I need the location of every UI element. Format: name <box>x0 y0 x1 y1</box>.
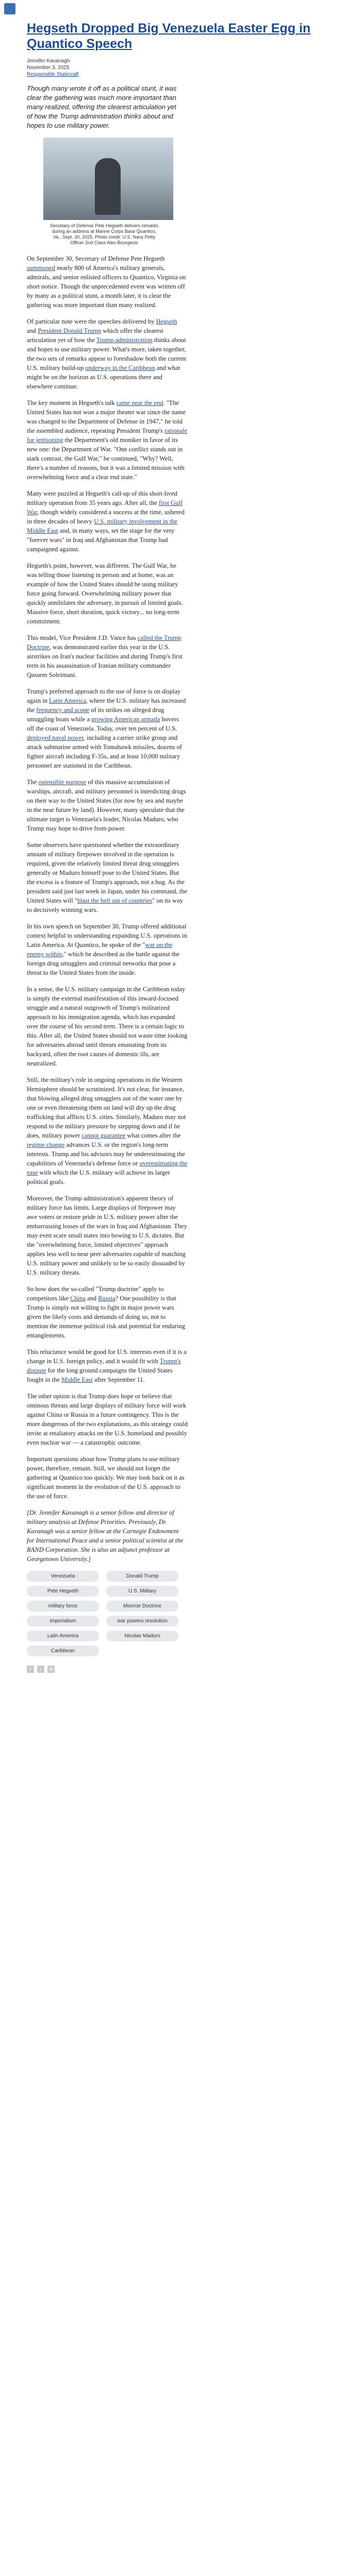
caption-line: Officer 2nd Class Alex Bourgeois <box>70 240 138 245</box>
paragraph: Of particular note were the speeches delivered by Hegseth and President Donald Trump which offer the clearest articulation yet of how the Trump administration thinks about and hopes to use military power. What's more, taken together, the two sets of remarks appear to foreshadow both the current U.S. military build-up underway in the Caribbean and what might be on the horizon as U.S. operations there and elsewhere continue. <box>27 318 186 390</box>
link-russia[interactable]: Russia <box>98 1295 116 1302</box>
link-came-near-end[interactable]: came near the end <box>116 399 163 406</box>
link-trump-administration[interactable]: Trump administration <box>96 336 153 344</box>
link-regime-change[interactable]: regime change <box>27 1141 65 1148</box>
lede: Though many wrote it off as a political stunt, it was clear the gathering was much more important than many realized, offering the clearest articulation yet of how the Trump administration thinks about and hopes to use military power. <box>27 84 177 129</box>
paragraph: In a sense, the U.S. military campaign in the Caribbean today is simply the external manifestation of this inward-focused struggle and a natural outgrowth of Trump's militarized approach to his immigration agenda, which has expanded over the course of his second term. There is a certain logic to this. After all, the United States should not waste time looking for adversaries abroad until threats emanating from its backyard, often the root causes of domestic ills, are neutralized. <box>27 986 188 1067</box>
tag-button[interactable]: Venezuela <box>27 1571 99 1582</box>
paragraph: On September 30, Secretary of Defense Pete Hegseth summoned nearly 800 of America's military generals, admirals, and senior enlisted officers to Quantico, Virginia on short notice. Though the unprecedented event was written off by many as a political stunt, a month later, it is clear the gathering was more important than many realized. <box>27 255 186 309</box>
paragraph: Hegseth's point, however, was different. The Gulf War, he was telling those listening in person and at home, was an example of how the United States should be using military force going forward. Overwhelming military power that quickly annihilates the adversary, in pursuit of limited goals. Massive force, short duration, quick victory... no long-term commitment. <box>27 562 183 625</box>
paragraph: The key moment in Hegseth's talk came near the end. "The United States has not won a major theater war since the name was changed to the Department of Defense in 1947," he told the assembled audience, repeating President Trump's rationale for jettisoning the Department's old moniker in favor of its new one: the Department of War. "One conflict stands out in stark contrast, the Gulf War," he continued, "Why? Well, there's a number of reasons, but it was a limited mission with overwhelming force and a clear end state." <box>27 399 187 481</box>
link-latin-america[interactable]: Latin America <box>49 697 86 704</box>
link-hegseth[interactable]: Hegseth <box>156 318 177 325</box>
caption-line: Va., Sept. 30, 2025. Photo credit: U.S. Navy Petty <box>53 234 155 240</box>
link-first-gulf-war[interactable]: first Gulf War <box>27 499 183 516</box>
photo-caption <box>27 223 182 246</box>
tag-button[interactable]: Pete Hegseth <box>27 1586 99 1597</box>
tag-button[interactable]: imperialism <box>27 1616 99 1626</box>
link-frequency-scope[interactable]: frequency and scope <box>36 706 90 714</box>
link-trumps-distaste[interactable]: Trump's distaste <box>27 1358 181 1374</box>
byline <box>27 58 334 78</box>
paragraph: Some observers have questioned whether the extraordinary amount of military firepower involved in the operation is required, given the relatively limited threat drug smugglers generally or Maduro himself pose to the United States. But the excess is a feature of Trump's approach, not a bug. As the president said just last week in Japan, under his command, the United States will "blast the hell out of countries" on its way to decisively winning wars. <box>27 841 188 913</box>
tag-button[interactable]: Nicolas Maduro <box>106 1631 178 1641</box>
tag-list <box>27 1571 192 1656</box>
paragraph: Important questions about how Trump plans to use military power, therefore, remain. Still, we should not forget the gathering at Quantico too quickly. We may look back on it as significant moment in the evolution of the U.S. approach to the use of force. <box>27 1455 185 1500</box>
author-name: Jennifer Kavanagh <box>27 58 70 64</box>
link-middle-east[interactable]: Middle East <box>61 1376 93 1383</box>
photo-subject <box>95 158 121 215</box>
link-enemy-within[interactable]: war on the enemy within <box>27 941 173 958</box>
article-photo <box>43 138 173 220</box>
tag-button[interactable]: military force <box>27 1601 99 1612</box>
tag-button[interactable]: Monroe Doctrine <box>106 1601 178 1612</box>
article-title[interactable]: Hegseth Dropped Big Venezuela Easter Egg in Quantico Speech <box>27 21 311 51</box>
paragraph: This reluctance would be good for U.S. interests even if it is a change in U.S. foreign policy, and it would fit with Trump's distaste for the long ground campaigns the United States fought in the Middle East after September 11. <box>27 1348 187 1383</box>
tag-button[interactable]: U.S. Military <box>106 1586 178 1597</box>
link-trump-doctrine[interactable]: called the Trump Doctrine <box>27 634 182 651</box>
link-caribbean-buildup[interactable]: underway in the Caribbean <box>85 364 155 371</box>
paragraph: Moreover, the Trump administration's apparent theory of military force has limits. Large displays of firepower may awe voters or restore pride in U.S. military power after the embarrassing losses of the wars in Iraq and Afghanistan. They may even scare small states into bowing to U.S. dictates. But the "overwhelming force, limited objectives" approach applies less well to near peer adversaries capable of matching U.S. military power and unlikely to be so easily dissuaded by U.S. military threats. <box>27 1195 187 1276</box>
email-icon[interactable]: ✉ <box>47 1666 55 1673</box>
publication-link[interactable]: Responsible Statecraft <box>27 72 79 77</box>
article-body <box>27 254 334 1564</box>
link-summoned[interactable]: summoned <box>27 264 55 272</box>
paragraph: This model, Vice President J.D. Vance has called the Trump Doctrine, was demonstrated earlier this year in the U.S. airstrikes on Iran's nuclear facilities and during Trump's first term in his assassination of Iranian military commander Qassem Soleimani. <box>27 634 183 679</box>
link-american-armada[interactable]: growing American armada <box>91 716 160 723</box>
paragraph: Many were puzzled at Hegseth's call-up of this short-lived military operation from 35 years ago. After all, the first Gulf War, though widely considered a success at the time, ushered in three decades of heavy U.S. military involvement in the Middle East and, in many ways, set the stage for the very "forever wars" in Iraq and Afghanistan that Trump had campaigned against. <box>27 490 185 553</box>
paragraph: So how does the so-called "Trump doctrine" apply to competitors like China and Russia? One possibility is that Trump is simply not willing to fight in major power wars given the likely costs and demands of doing so, not to mention the immense political risk and potential for enduring entanglements. <box>27 1285 185 1339</box>
caption-line: during an address at Marine Corps Base Quantico, <box>52 229 157 234</box>
tag-button[interactable]: Latin America <box>27 1631 99 1641</box>
paragraph: The other option is that Trump does hope or believe that ominous threats and large displays of military force will work against China or Russia in a future contingency. This is the more dangerous of the two explanations, as this strategy could invite at retaliatory attacks on the U.S. homeland and possibly even nuclear war — a catastrophic outcome. <box>27 1393 188 1446</box>
article <box>27 21 334 1685</box>
paragraph: Trump's preferred approach to the use of force is on display again in Latin America, where the U.S. military has increased the frequency and scope of its strikes on alleged drug smuggling boats while a growing American armada hovers off the coast of Venezuela. Today, over ten percent of U.S. deployed naval power, including a carrier strike group and attack submarine armed with Tomahawk missiles, dozens of fighter aircraft including F-35s, and at least 10,000 military personnel are stationed in the Caribbean. <box>27 688 186 769</box>
author-bio: [Dr. Jennifer Kavanagh is a senior fellow and director of military analysis at Defense Priorities. Previously, Dr. Kavanagh was a senior fellow at the Carnegie Endowment for International Peace and a senior political scientist at the RAND Corporation. She is also an adjunct professor at Georgetown University.] <box>27 1509 184 1563</box>
paragraph: Still, the military's role in ongoing operations in the Western Hemisphere should be scrutinized. It's not clear, for instance, that blowing alleged drug smugglers out of the water one by one or even threatening them on land will dry up the drug trafficking that afflicts U.S. cities. Similarly, Maduro may not respond to the military pressure by stepping down and if he does, military power cannot guarantee what comes after the regime change advances U.S. or the region's long-term interests. Trump and his advisors may be underestimating the capabilities of Venezuela's defense force or overestimating the ease with which the U.S. military will achieve its larger political goals. <box>27 1076 188 1185</box>
tag-button[interactable]: war powers resolution <box>106 1616 178 1626</box>
link-naval-power[interactable]: deployed naval power <box>27 734 84 741</box>
caption-line: Secretary of Defense Pete Hegseth delivers remarks <box>50 223 159 228</box>
twitter-icon[interactable]: t <box>37 1666 44 1673</box>
link-overestimating-ease[interactable]: overestimating the ease <box>27 1160 188 1176</box>
link-cannot-guarantee[interactable]: cannot guarantee <box>81 1132 126 1139</box>
link-blast-the-hell[interactable]: blast the hell out of countries <box>77 897 153 904</box>
link-middle-east-involvement[interactable]: U.S. military involvement in the Middle East <box>27 518 177 534</box>
facebook-icon[interactable]: f <box>27 1666 34 1673</box>
link-rationale[interactable]: rationale for jettisoning <box>27 427 187 444</box>
link-ostensible-purpose[interactable]: ostensible purpose <box>38 778 87 786</box>
tag-button[interactable]: Donald Trump <box>106 1571 178 1582</box>
paragraph: In his own speech on September 30, Trump offered additional context helpful to understanding expanding U.S. operations in Latin America. At Quantico, he spoke of the "war on the enemy within," which he described as the battle against the foreign drug smugglers and criminal networks that pose a threat to the United States from the inside. <box>27 923 187 976</box>
site-logo-icon[interactable] <box>4 3 15 14</box>
publish-date: November 3, 2025 <box>27 65 70 71</box>
tag-button[interactable]: Caribbean <box>27 1646 99 1656</box>
link-president-trump[interactable]: President Donald Trump <box>38 327 102 334</box>
share-bar <box>27 1666 334 1673</box>
paragraph: The ostensible purpose of this massive accumulation of warships, aircraft, and military personnel is interdicting drugs on their way to the United States (for now by sea and maybe in the near future by land). However, many speculate that the ultimate target is Venezuela's leader, Nicolas Maduro, who Trump may hope to drive from power. <box>27 778 186 832</box>
link-china[interactable]: China <box>70 1295 86 1302</box>
